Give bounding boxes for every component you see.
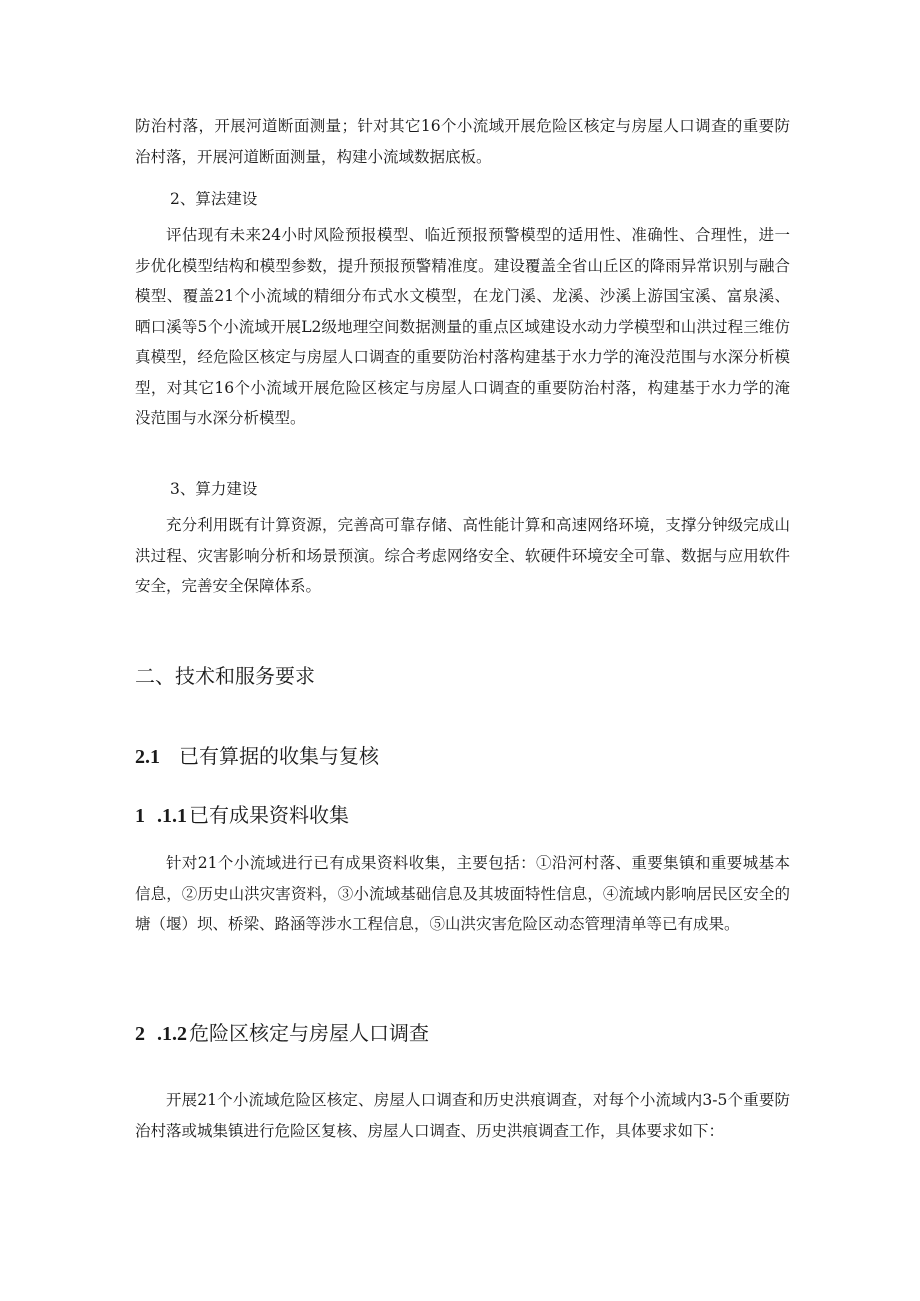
section-2-1-heading — [135, 741, 379, 772]
section-title: 已有算据的收集与复核 — [179, 744, 379, 768]
section-2-1-1-paragraph: 针对21个小流域进行已有成果资料收集，主要包括：①沿河村落、重要集镇和重要城基本信息，②历史山洪灾害资料，③小流域基础信息及其坡面特性信息，④流域内影响居民区安全的塘（堰）坝、桥梁、路涵等涉水工程信息，⑤山洪灾害危险区动态管理清单等已有成果。 — [135, 854, 790, 933]
computing-heading: 3、算力建设 — [170, 480, 258, 498]
section-title: 危险区核定与房屋人口调查 — [189, 1021, 429, 1045]
section-2-1-2-paragraph: 开展21个小流域危险区核定、房屋人口调查和历史洪痕调查，对每个小流域内3-5个重要防治村落或城集镇进行危险区复核、房屋人口调查、历史洪痕调查工作，具体要求如下： — [135, 1091, 790, 1140]
algorithm-heading: 2、算法建设 — [170, 190, 258, 208]
chapter-title: 二、技术和服务要求 — [135, 664, 315, 688]
section-2-1-2-heading — [135, 1018, 429, 1049]
section-number-part-a: 2 — [135, 1023, 145, 1045]
intro-paragraph: 防治村落，开展河道断面测量；针对其它16个小流域开展危险区核定与房屋人口调查的重要防治村落，开展河道断面测量，构建小流域数据底板。 — [135, 117, 790, 166]
section-number-part-b: .1.2 — [157, 1023, 187, 1045]
algorithm-paragraph: 评估现有未来24小时风险预报模型、临近预报预警模型的适用性、准确性、合理性，进一步优化模型结构和模型参数，提升预报预警精准度。建设覆盖全省山丘区的降雨异常识别与融合模型、覆盖21个小流域的精细分布式水文模型，在龙门溪、龙溪、沙溪上游国宝溪、富泉溪、晒口溪等5个小流域开展L2级地理空间数据测量的重点区域建设水动力学模型和山洪过程三维仿真模型，经危险区核定与房屋人口调查的重要防治村落构建基于水力学的淹没范围与水深分析模型，对其它16个小流域开展危险区核定与房屋人口调查的重要防治村落，构建基于水力学的淹没范围与水深分析模型。 — [135, 226, 790, 427]
computing-paragraph: 充分利用既有计算资源，完善高可靠存储、高性能计算和高速网络环境，支撑分钟级完成山洪过程、灾害影响分析和场景预演。综合考虑网络安全、软硬件环境安全可靠、数据与应用软件安全，完善安全保障体系。 — [135, 516, 790, 595]
section-number: 2.1 — [135, 746, 160, 768]
section-title: 已有成果资料收集 — [189, 803, 349, 827]
section-2-1-1-heading — [135, 800, 349, 831]
section-number-part-a: 1 — [135, 805, 145, 827]
section-number-part-b: .1.1 — [157, 805, 187, 827]
